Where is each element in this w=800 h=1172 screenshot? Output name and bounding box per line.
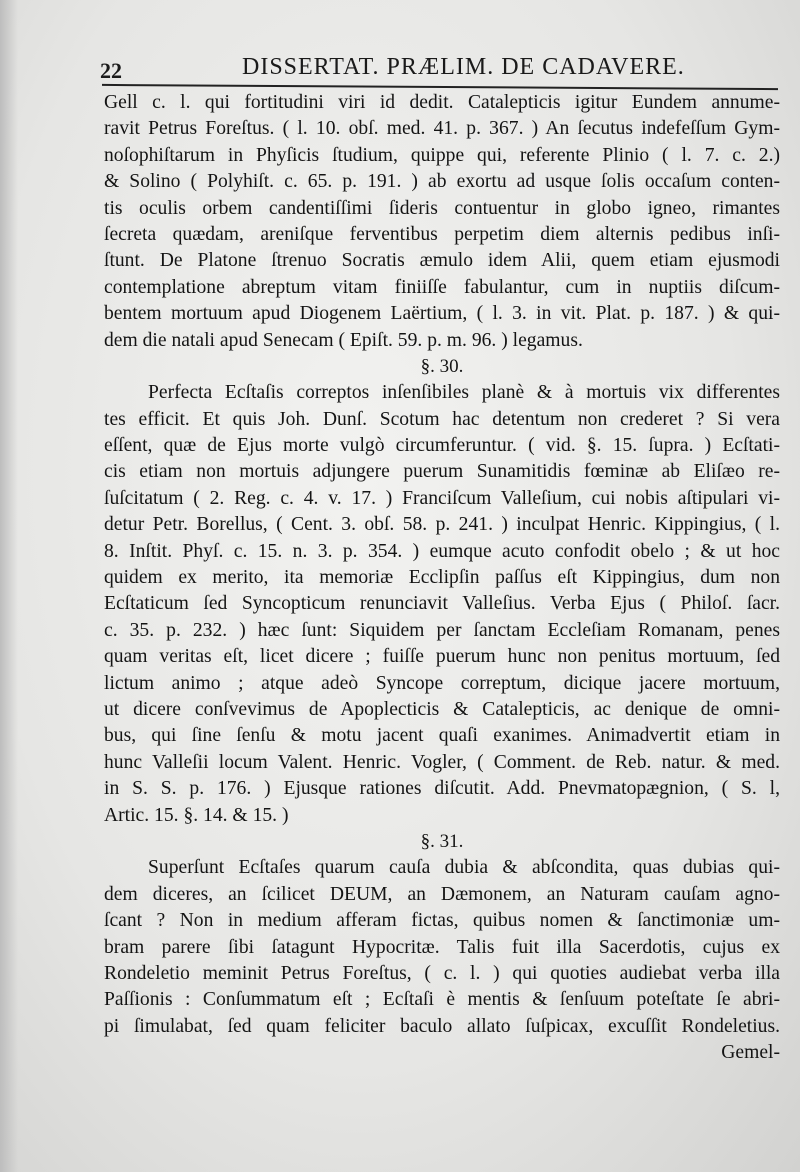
text-line: bus, qui ſine ſenſu & motu jacent quaſi exanimes. Animadvertit etiam in <box>104 725 780 747</box>
text-line: Rondeletio meminit Petrus Foreſtus, ( c. l. ) qui quoties audiebat verba illa <box>104 962 780 984</box>
text-line: Ecſtaticum ſed Syncopticum renunciavit Valleſius. Verba Ejus ( Philoſ. ſacr. <box>104 593 780 615</box>
text-line: quidem ex merito, ita memoriæ Ecclipſin paſſus eſt Kippingius, dum non <box>104 567 780 589</box>
text-line: lictum animo ; atque adeò Syncope correptum, dicique jacere mortuum, <box>104 672 780 694</box>
page-number: 22 <box>100 58 122 83</box>
text-line: tes efficit. Et quis Joh. Dunſ. Scotum hac detentum non crederet ? Si vera <box>104 408 780 430</box>
text-line: detur Petr. Borellus, ( Cent. 3. obſ. 58. p. 241. ) inculpat Henric. Kippingius, ( l. <box>104 514 780 536</box>
section-heading: §. 30. <box>420 355 464 377</box>
text-line: & Solino ( Polyhiſt. c. 65. p. 191. ) ab exortu ad usque ſolis occaſum conten- <box>104 171 780 193</box>
text-line: pi ſimulabat, ſed quam feliciter baculo allato ſuſpicax, excuſſit Rondeletius. <box>104 1015 780 1037</box>
text-line: dem diceres, an ſcilicet DEUM, an Dæmonem, an Naturam cauſam agno- <box>104 883 780 905</box>
text-line: bram parere ſibi ſatagunt Hypocritæ. Talis fuit illa Sacerdotis, cujus ex <box>104 936 780 958</box>
text-line: c. 35. p. 232. ) hæc ſunt: Siquidem per ſanctam Eccleſiam Romanam, penes <box>104 619 780 641</box>
text-line: Gell c. l. qui fortitudini viri id dedit. Catalepticis igitur Eundem annume- <box>104 92 780 113</box>
text-line: dem die natali apud Senecam ( Epiſt. 59. p. m. 96. ) legamus. <box>104 329 583 351</box>
text-line: Paſſionis : Conſummatum eſt ; Ecſtaſi è mentis & ſenſuum poteſtate ſe abri- <box>104 989 780 1011</box>
running-head: DISSERTAT. PRÆLIM. DE CADAVERE. <box>242 54 685 80</box>
text-line: ſtunt. De Platone ſtrenuo Socratis æmulo idem Alii, quem etiam ejusmodi <box>104 250 780 272</box>
text-line: noſophiſtarum in Phyſicis ſtudium, quippe qui, referente Plinio ( l. 7. c. 2.) <box>104 144 780 166</box>
catchword: Gemel- <box>721 1042 780 1064</box>
text-line: tis oculis orbem candentiſſimi ſideris contuentur in globo igneo, rimantes <box>104 197 780 219</box>
text-line: contemplatione abreptum vitam finiiſſe fabulantur, cum in nuptiis diſcum- <box>104 276 780 298</box>
text-line: in S. S. p. 176. ) Ejusque rationes diſcutit. Add. Pnevmatopægnion, ( S. l, <box>104 778 780 800</box>
text-line: ravit Petrus Foreſtus. ( l. 10. obſ. med. 41. p. 367. ) An ſecutus indefeſſum Gym- <box>104 118 780 140</box>
text-line: ſecreta quædam, areniſque ferventibus perpetim diem alternis pedibus inſi- <box>104 223 780 245</box>
text-line: Artic. 15. §. 14. & 15. ) <box>104 804 289 826</box>
text-line: ſuſcitatum ( 2. Reg. c. 4. v. 17. ) Franciſcum Valleſium, cui nobis aſtipulari vi- <box>104 487 780 509</box>
text-line: cis etiam non mortuis adjungere puerum Sunamitidis fœminæ ab Eliſæo re- <box>104 461 780 483</box>
text-line: hunc Valleſii locum Valent. Henric. Vogler, ( Comment. de Reb. natur. & med. <box>104 751 780 773</box>
text-line: Perfecta Ecſtaſis correptos inſenſibiles planè & à mortuis vix differentes <box>148 382 780 404</box>
text-line: Superſunt Ecſtaſes quarum cauſa dubia & abſcondita, quas dubias qui- <box>148 857 780 879</box>
text-line: eſſent, quæ de Ejus morte vulgò circumferuntur. ( vid. §. 15. ſupra. ) Ecſtati- <box>104 435 780 457</box>
text-line: 8. Inſtit. Phyſ. c. 15. n. 3. p. 354. ) eumque acuto confodit obelo ; & ut hoc <box>104 540 780 562</box>
text-line: bentem mortuum apud Diogenem Laërtium, ( l. 3. in vit. Plat. p. 187. ) & qui- <box>104 303 780 325</box>
text-line: ſcant ? Non in medium afferam fictas, quibus nomen & ſanctimoniæ um- <box>104 910 780 932</box>
section-heading: §. 31. <box>420 830 464 852</box>
body-text <box>104 90 780 1066</box>
text-line: quam veritas eſt, licet dicere ; fuiſſe puerum hunc non penitus mortuum, ſed <box>104 646 780 668</box>
text-line: ut dicere conſvevimus de Apoplecticis & Catalepticis, ac denique de omni- <box>104 698 780 720</box>
page-edge-shadow <box>0 0 18 1172</box>
